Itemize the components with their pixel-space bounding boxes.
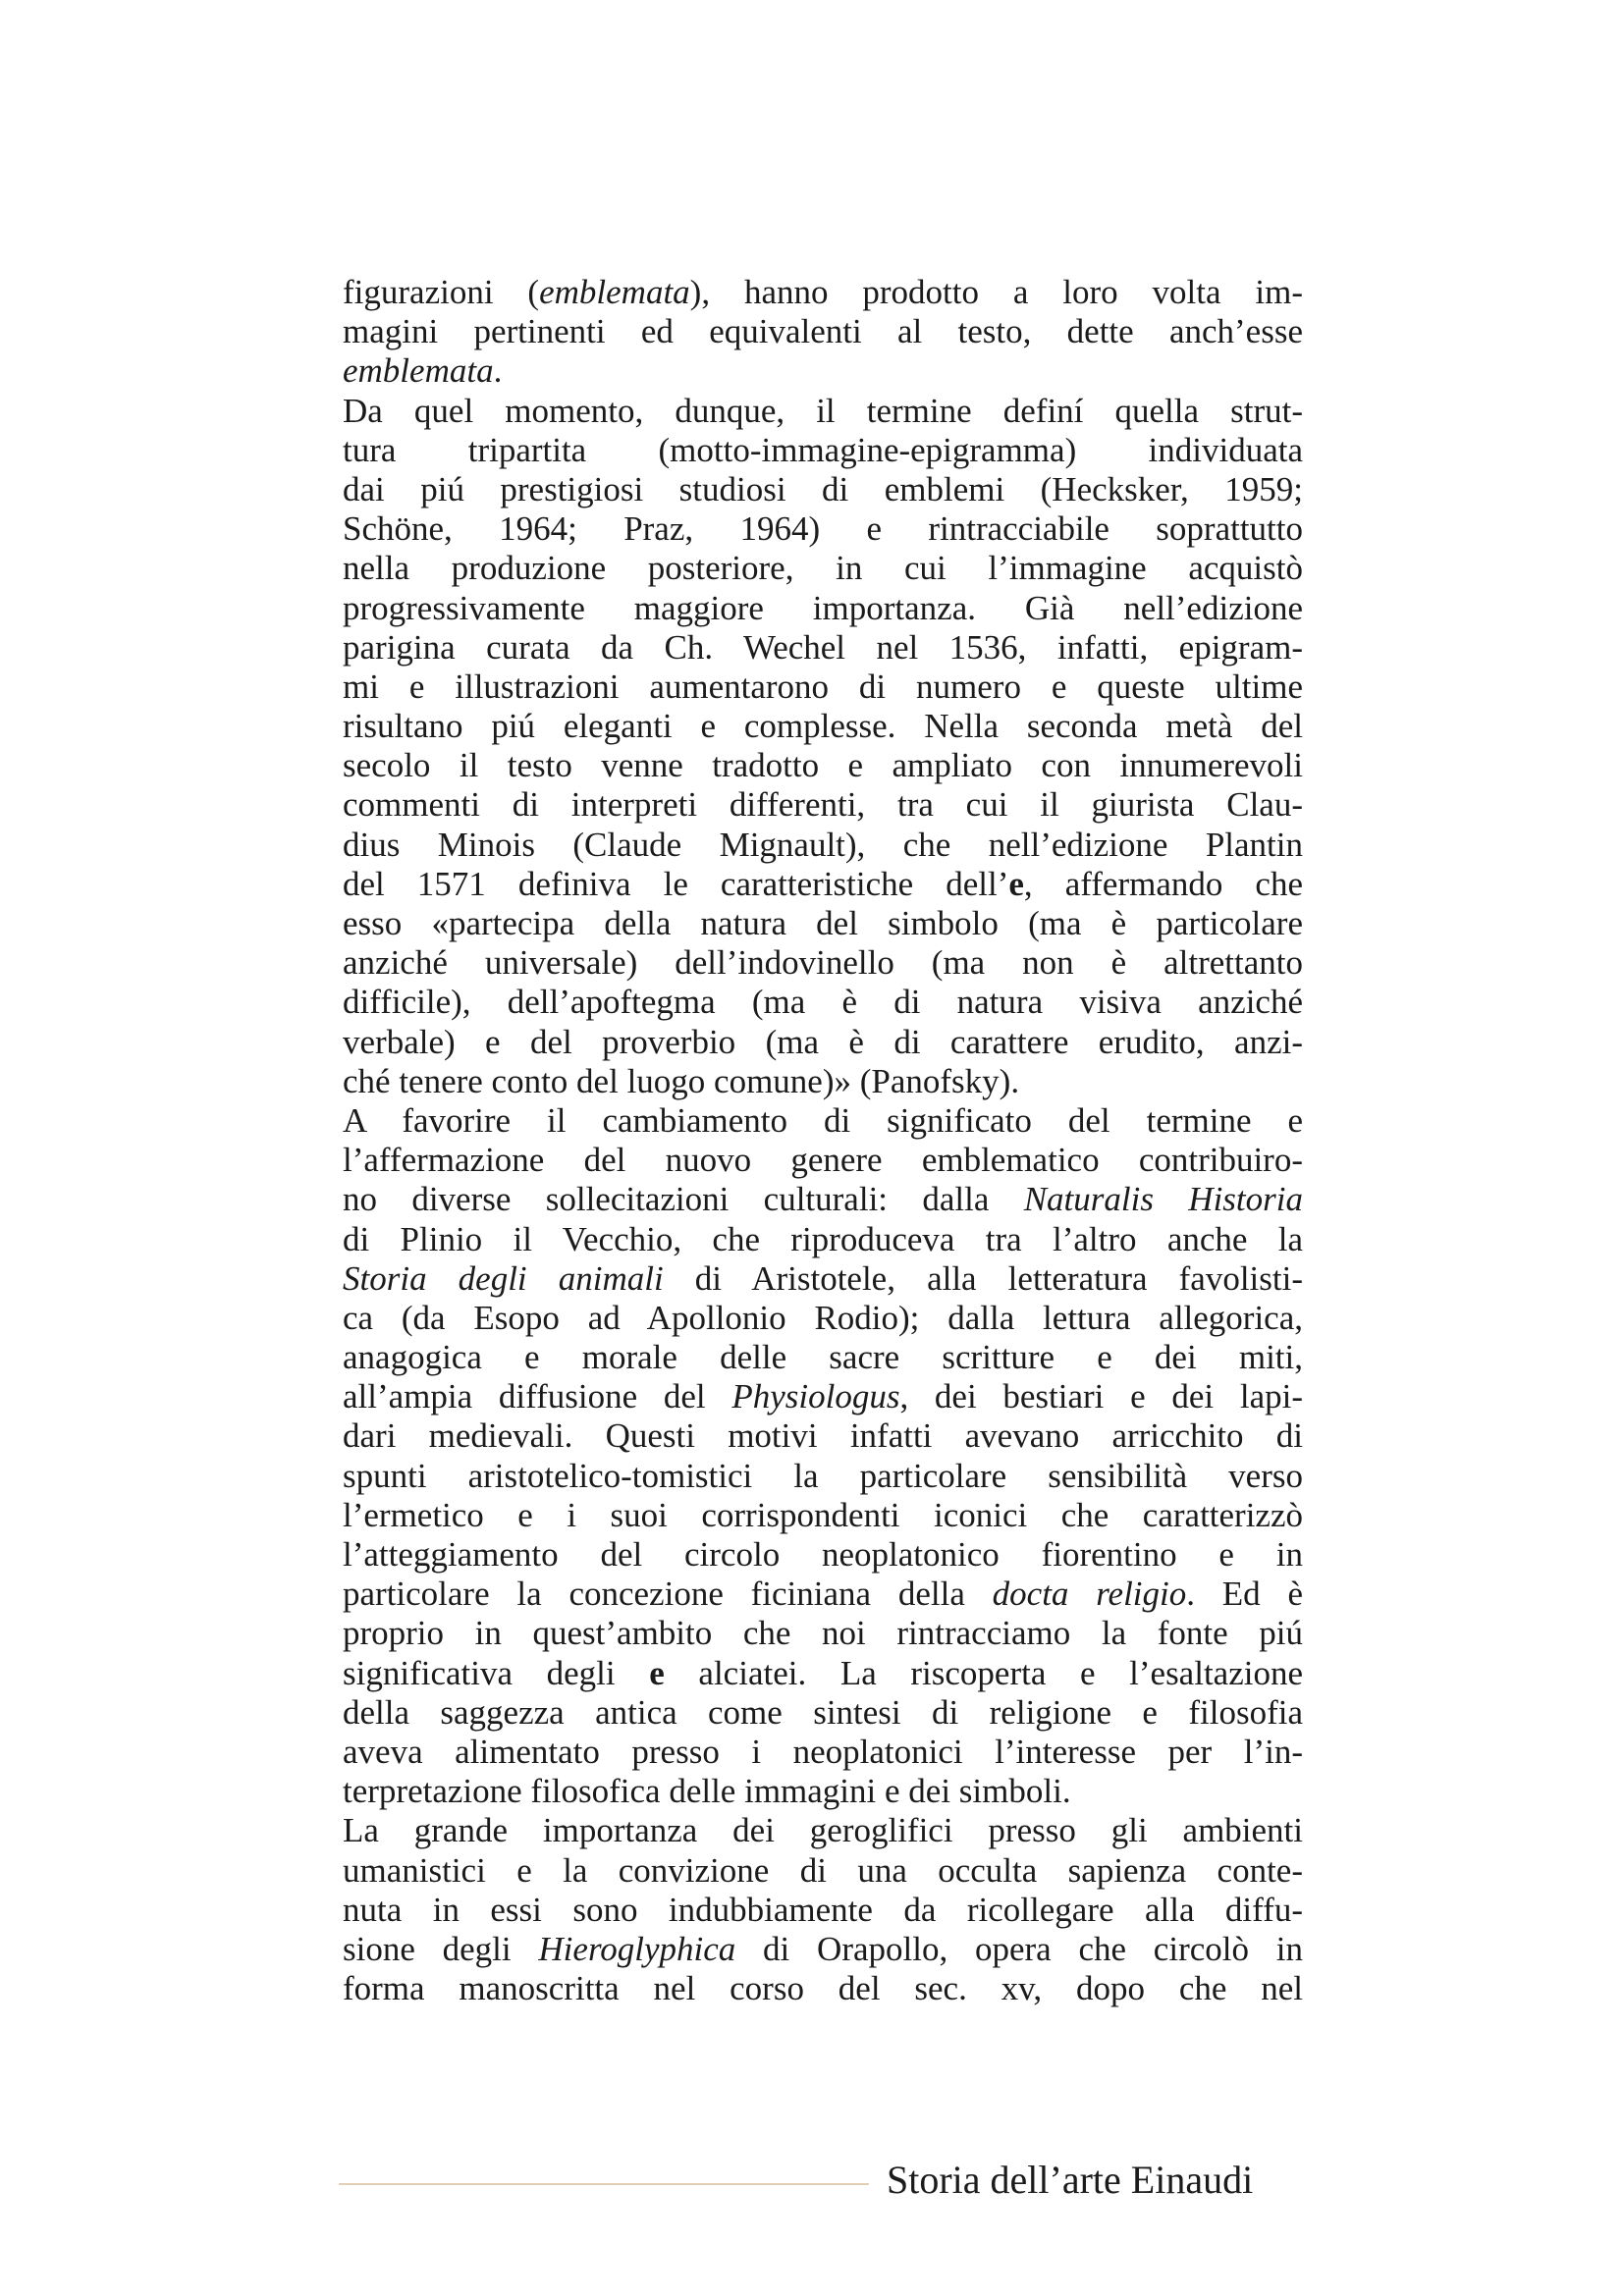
text-line <box>343 865 1303 904</box>
text-line <box>343 746 1303 785</box>
text-run: spunti aristotelico-tomistici la particolare sensibilità verso <box>343 1456 1303 1495</box>
text-line <box>343 1614 1303 1653</box>
text-run: l’atteggiamento del circolo neoplatonico fiorentino e in <box>343 1535 1303 1574</box>
text-run: ), hanno prodotto a loro volta im- <box>689 273 1303 311</box>
text-line <box>343 392 1303 431</box>
text-line <box>343 1693 1303 1733</box>
text-line <box>343 1180 1303 1219</box>
text-run: parigina curata da Ch. Wechel nel 1536, infatti, epigram- <box>343 627 1303 667</box>
text-run: dius Minois (Claude Mignault), che nell’edizione Plantin <box>343 825 1303 864</box>
text-run: all’ampia diffusione del <box>343 1377 732 1416</box>
text-run: di Aristotele, alla letteratura favolisti- <box>663 1258 1303 1298</box>
text-line <box>343 509 1303 549</box>
text-line <box>343 1101 1303 1141</box>
text-line <box>343 943 1303 983</box>
text-run: dari medievali. Questi motivi infatti avevano arricchito di <box>343 1416 1303 1456</box>
italic-text: Physiologus <box>731 1377 900 1416</box>
text-line <box>343 785 1303 825</box>
text-line <box>343 1811 1303 1850</box>
text-run: La grande importanza dei geroglifici presso gli ambienti <box>343 1811 1303 1850</box>
bold-abbreviation: e <box>649 1653 665 1692</box>
text-run: esso «partecipa della natura del simbolo (ma è particolare <box>343 904 1303 942</box>
text-run: . <box>493 351 503 391</box>
text-run: magini pertinenti ed equivalenti al testo, dette anch’esse <box>343 312 1303 351</box>
text-run: tura tripartita (motto-immagine-epigramma) individuata <box>343 430 1303 469</box>
text-line <box>343 1969 1303 2008</box>
text-line <box>343 1259 1303 1299</box>
text-run: del 1571 definiva le caratteristiche dell’ <box>343 864 1009 903</box>
text-line <box>343 1457 1303 1496</box>
text-line <box>343 1891 1303 1930</box>
text-line <box>343 589 1303 628</box>
text-run: l’affermazione del nuovo genere emblematico contribuiro- <box>343 1141 1303 1180</box>
text-run: figurazioni ( <box>343 273 540 311</box>
text-run: difficile), dell’apoftegma (ma è di natura visiva anziché <box>343 983 1303 1022</box>
text-line <box>343 1851 1303 1891</box>
text-run: anziché universale) dell’indovinello (ma non è altrettanto <box>343 943 1303 983</box>
text-run: particolare la concezione ficiniana della <box>343 1575 993 1614</box>
text-line <box>343 1377 1303 1416</box>
text-line <box>343 707 1303 746</box>
italic-text: emblemata <box>343 351 494 391</box>
text-run: secolo il testo venne tradotto e ampliato con innumerevoli <box>343 746 1303 785</box>
text-line <box>343 628 1303 667</box>
text-run: proprio in quest’ambito che noi rintracciamo la fonte piú <box>343 1614 1303 1653</box>
text-run: terpretazione filosofica delle immagini e dei simboli. <box>343 1772 1071 1811</box>
italic-text: Naturalis Historia <box>1023 1180 1303 1219</box>
text-line <box>343 312 1303 351</box>
text-line <box>343 826 1303 865</box>
text-run: nella produzione posteriore, in cui l’immagine acquistò <box>343 549 1303 588</box>
text-run: della saggezza antica come sintesi di religione e filosofia <box>343 1692 1303 1732</box>
text-run: umanistici e la convizione di una occulta sapienza conte- <box>343 1850 1303 1890</box>
text-run: Da quel momento, dunque, il termine definí quella strut- <box>343 391 1303 430</box>
text-line <box>343 1416 1303 1456</box>
text-line <box>343 549 1303 588</box>
text-run: ca (da Esopo ad Apollonio Rodio); dalla lettura allegorica, <box>343 1298 1303 1337</box>
italic-text: emblemata <box>539 273 690 311</box>
footer-rule <box>339 2183 869 2185</box>
text-run: . Ed è <box>1186 1575 1303 1614</box>
text-run: anagogica e morale delle sacre scritture e dei miti, <box>343 1338 1303 1377</box>
footer-brand: Storia dell’arte Einaudi <box>887 2158 1254 2202</box>
text-run: progressivamente maggiore importanza. Già nell’edizione <box>343 588 1303 627</box>
text-run: sione degli <box>343 1929 539 1968</box>
text-line <box>343 1772 1303 1811</box>
text-run: dai piú prestigiosi studiosi di emblemi (Hecksker, 1959; <box>343 469 1303 508</box>
text-run: forma manoscritta nel corso del sec. xv, dopo che nel <box>343 1969 1303 2008</box>
text-line <box>343 1930 1303 1969</box>
text-run: , affermando che <box>1023 864 1303 903</box>
text-line <box>343 983 1303 1022</box>
body-text <box>343 273 1303 2008</box>
text-line <box>343 1220 1303 1259</box>
text-line <box>343 1496 1303 1535</box>
text-run: mi e illustrazioni aumentarono di numero e queste ultime <box>343 667 1303 706</box>
text-line <box>343 1062 1303 1101</box>
text-line <box>343 1338 1303 1377</box>
text-run: di Orapollo, opera che circolò in <box>735 1929 1303 1968</box>
text-line <box>343 1023 1303 1062</box>
text-run: verbale) e del proverbio (ma è di carattere erudito, anzi- <box>343 1022 1303 1061</box>
text-run: di Plinio il Vecchio, che riproduceva tra l’altro anche la <box>343 1219 1303 1258</box>
text-run: , dei bestiari e dei lapi- <box>899 1377 1303 1416</box>
text-line <box>343 1575 1303 1614</box>
text-line <box>343 431 1303 470</box>
text-line <box>343 470 1303 509</box>
bold-abbreviation: e <box>1008 864 1024 903</box>
text-run: ché tenere conto del luogo comune)» (Panofsky). <box>343 1061 1020 1100</box>
text-line <box>343 273 1303 312</box>
text-run: l’ermetico e i suoi corrispondenti iconici che caratterizzò <box>343 1495 1303 1534</box>
text-run: aveva alimentato presso i neoplatonici l’interesse per l’in- <box>343 1732 1303 1771</box>
text-line <box>343 1299 1303 1338</box>
text-run: no diverse sollecitazioni culturali: dalla <box>343 1180 1024 1219</box>
text-line <box>343 904 1303 943</box>
text-run: risultano piú eleganti e complesse. Nella seconda metà del <box>343 707 1303 746</box>
text-line <box>343 667 1303 707</box>
italic-text: Hieroglyphica <box>538 1929 736 1968</box>
text-run: commenti di interpreti differenti, tra cui il giurista Clau- <box>343 785 1303 825</box>
text-line <box>343 1535 1303 1575</box>
text-run: nuta in essi sono indubbiamente da ricollegare alla diffu- <box>343 1890 1303 1929</box>
text-line <box>343 1141 1303 1180</box>
text-line <box>343 351 1303 391</box>
text-run: significativa degli <box>343 1653 650 1692</box>
italic-text: Storia degli animali <box>343 1258 664 1298</box>
text-run: Schöne, 1964; Praz, 1964) e rintracciabile soprattutto <box>343 509 1303 549</box>
text-run: A favorire il cambiamento di significato del termine e <box>343 1100 1303 1140</box>
text-line <box>343 1654 1303 1693</box>
text-line <box>343 1733 1303 1772</box>
text-run: alciatei. La riscoperta e l’esaltazione <box>664 1653 1303 1692</box>
italic-text: docta religio <box>992 1575 1187 1614</box>
